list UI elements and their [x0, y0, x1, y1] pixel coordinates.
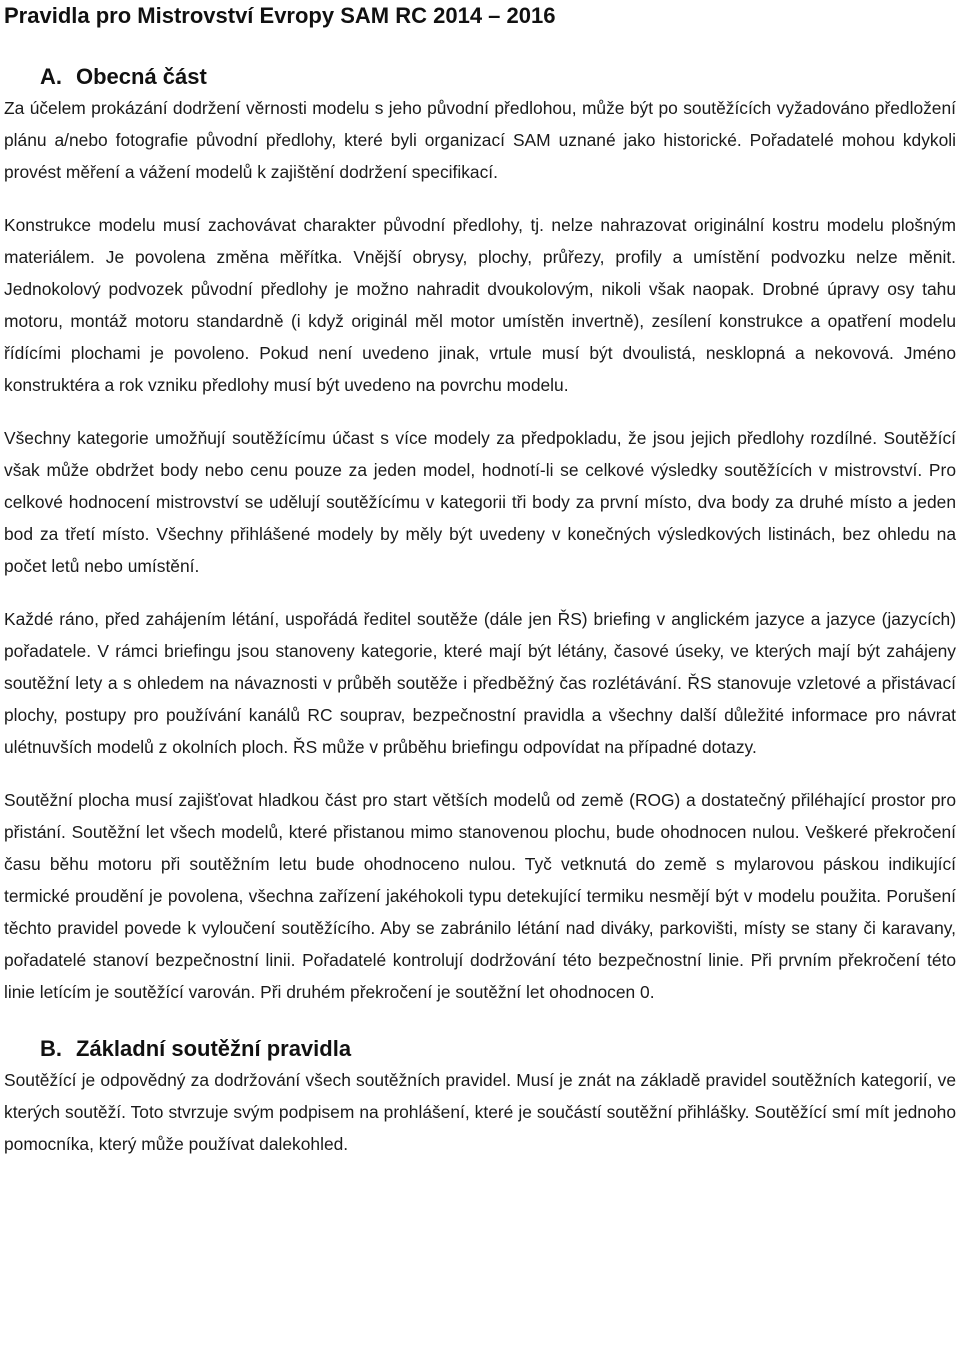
section-b-heading — [4, 1034, 956, 1064]
section-b-paragraph-1: Soutěžící je odpovědný za dodržování všech soutěžních pravidel. Musí je znát na základě pravidel soutěžních kategorií, ve kterých soutěží. Toto stvrzuje svým podpisem na prohlášení, které je součástí soutěžní přihlášky. Soutěžící smí mít jednoho pomocníka, který může používat dalekohled. — [4, 1070, 956, 1154]
section-a-paragraph-1: Za účelem prokázání dodržení věrnosti modelu s jeho původní předlohou, může být po soutěžících vyžadováno předložení plánu a/nebo fotografie původní předlohy, které byli organizací SAM uznané jako historické. Pořadatelé mohou kdykoli provést měření a vážení modelů k zajištění dodržení specifikací. — [4, 98, 956, 182]
document-title: Pravidla pro Mistrovství Evropy SAM RC 2014 – 2016 — [4, 3, 556, 28]
section-a-letter: A. — [40, 64, 62, 89]
section-a-paragraph-2: Konstrukce modelu musí zachovávat charakter původní předlohy, tj. nelze nahrazovat originální kostru modelu plošným materiálem. Je povolena změna měřítka. Vnější obrysy, plochy, průřezy, profily a umístění podvozku nelze měnit. Jednokolový podvozek původní předlohy je možno nahradit dvoukolovým, nikoli však naopak. Drobné úpravy osy tahu motoru, montáž motoru standardně (i když originál měl motor umístěn invertně), zesílení konstrukce a opatření modelu řídícími plochami je povoleno. Pokud není uvedeno jinak, vrtule musí být dvoulistá, nesklopná a nekovová. Jméno konstruktéra a rok vzniku předlohy musí být uvedeno na povrchu modelu. — [4, 215, 956, 395]
section-a-title: Obecná část — [76, 64, 207, 89]
section-a-paragraph-5: Soutěžní plocha musí zajišťovat hladkou část pro start větších modelů od země (ROG) a dostatečný přiléhající prostor pro přistání. Soutěžní let všech modelů, které přistanou mimo stanovenou plochu, bude ohodnocen nulou. Veškeré překročení času běhu motoru při soutěžním letu bude ohodnoceno nulou. Tyč vetknutá do země s mylarovou páskou indikující termické proudění je povolena, všechna zařízení jakéhokoli typu detekující termiku nesmějí být v modelu použita. Porušení těchto pravidel povede k vyloučení soutěžícího. Aby se zabránilo létání nad diváky, parkovišti, místy se stany či karavany, pořadatelé stanoví bezpečnostní linii. Pořadatelé kontrolují dodržování této bezpečnostní linie. Při prvním překročení této linie letícím je soutěžící varován. Při druhém překročení je soutěžní let ohodnocen 0. — [4, 790, 956, 1002]
section-b-letter: B. — [40, 1036, 62, 1061]
section-b-title: Základní soutěžní pravidla — [76, 1036, 352, 1061]
section-a-paragraph-3: Všechny kategorie umožňují soutěžícímu účast s více modely za předpokladu, že jsou jejich předlohy rozdílné. Soutěžící však může obdržet body nebo cenu pouze za jeden model, hodnotí-li se celkové výsledky soutěžících v mistrovství. Pro celkové hodnocení mistrovství se udělují soutěžícímu v kategorii tři body za první místo, dva body za druhé místo a jeden bod za třetí místo. Všechny přihlášené modely by měly být uvedeny v konečných výsledkových listinách, bez ohledu na počet letů nebo umístění. — [4, 428, 956, 576]
section-a-heading — [4, 62, 956, 92]
document-page — [4, 0, 956, 1160]
section-a-paragraph-4: Každé ráno, před zahájením létání, uspořádá ředitel soutěže (dále jen ŘS) briefing v anglickém jazyce a jazyce (jazycích) pořadatele. V rámci briefingu jsou stanoveny kategorie, které mají být létány, časové úseky, ve kterých mají být zahájeny soutěžní lety a s ohledem na návaznosti v průběh soutěže i předběžný čas rozlétávání. ŘS stanovuje vzletové a přistávací plochy, postupy pro používání kanálů RC souprav, bezpečnostní pravidla a všechny další důležité informace pro návrat ulétnuvších modelů z okolních ploch. ŘS může v průběhu briefingu odpovídat na případné dotazy. — [4, 609, 956, 757]
